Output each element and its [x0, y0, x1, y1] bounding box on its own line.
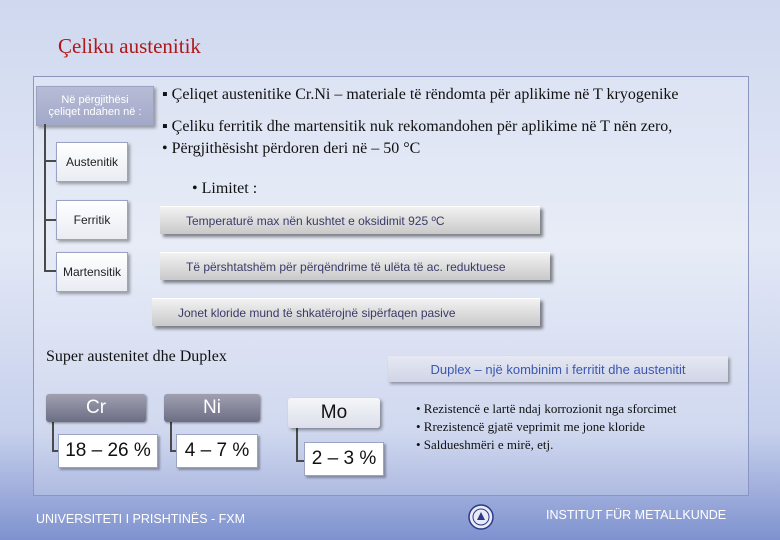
element-range-cr: 18 – 26 % [58, 434, 158, 468]
tree-connector-2 [44, 219, 56, 221]
bullet-cr-ni: ▪ Çeliqet austenitike Cr.Ni – materiale të rëndomta për aplikime në T kryogenike [162, 86, 679, 103]
limit-bar-chlorides [152, 298, 540, 326]
footer-institute: INSTITUT FÜR METALLKUNDE [546, 508, 727, 522]
element-range-ni: 4 – 7 % [176, 434, 258, 468]
tree-item-austenitik [56, 142, 128, 182]
limit-text: Jonet kloride mund të shkatërojnë sipërfaqen pasive [178, 305, 456, 320]
element-head-ni: Ni [164, 394, 260, 422]
bullet-usage-limit: • Përgjithësisht përdoren deri në – 50 °C [162, 140, 421, 157]
duplex-heading: Super austenitet dhe Duplex [46, 348, 227, 365]
element-head-mo [288, 398, 380, 428]
footer-university: UNIVERSITETI I PRISHTINËS - FXM [36, 512, 246, 526]
mo-connector-h [296, 460, 304, 462]
limit-text: Temperaturë max nën kushtet e oksidimit 925 ºC [186, 213, 445, 228]
tree-root-line2: çeliqet ndahen në : [48, 106, 142, 118]
tree-connector-1 [44, 160, 56, 162]
element-name-mo: Mo [320, 402, 348, 423]
tree-item-label: Martensitik [62, 265, 121, 279]
duplex-banner [388, 356, 728, 382]
tree-connector-vertical [44, 124, 46, 272]
tree-root [36, 86, 154, 126]
tree-item-ferritik [56, 200, 128, 240]
university-seal-icon [468, 504, 494, 530]
duplex-banner-text: Duplex – një kombinim i ferritit dhe austenitit [430, 361, 686, 377]
limit-text: Të përshtatshëm për përqëndrime të ulëta të ac. reduktuese [186, 259, 506, 274]
bullet-limits: • Limitet : [192, 180, 258, 197]
tree-root-line1: Në përgjithësi [61, 94, 129, 106]
element-range-mo: 2 – 3 % [304, 442, 384, 476]
duplex-properties [416, 400, 676, 454]
limit-bar-temperature [160, 206, 540, 234]
tree-item-martensitik [56, 252, 128, 292]
element-head-cr: Cr [46, 394, 146, 422]
slide-title: Çeliku austenitik [58, 34, 201, 58]
property-item: • Rezistencë e lartë ndaj korrozionit nga sforcimet [416, 401, 677, 416]
tree-item-label: Ferritik [73, 213, 111, 227]
tree-item-label: Austenitik [65, 155, 119, 169]
property-item: • Saldueshmëri e mirë, etj. [416, 437, 554, 452]
limit-bar-acids [160, 252, 550, 280]
bullet-ferritic-martensitic: ▪ Çeliku ferritik dhe martensitik nuk rekomandohen për aplikime në T nën zero, [162, 118, 673, 135]
property-item: • Rrezistencë gjatë veprimit me jone kloride [416, 419, 646, 434]
tree-connector-3 [44, 270, 56, 272]
